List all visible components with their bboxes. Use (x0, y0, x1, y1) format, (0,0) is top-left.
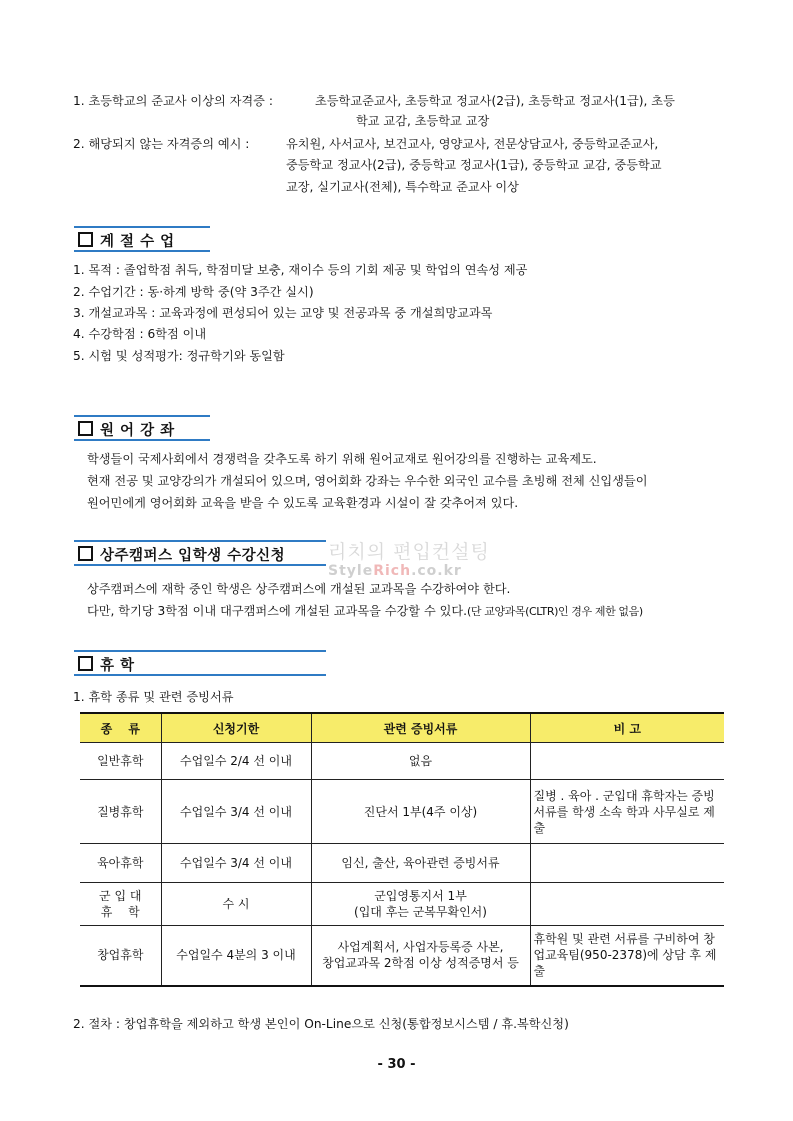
cell-type: 일반휴학 (80, 743, 161, 780)
english-line: 현재 전공 및 교양강의가 개설되어 있으며, 영어회화 강좌는 우수한 외국인 교수를 초빙해 전체 신입생들이 (87, 474, 648, 488)
checkbox-icon (78, 546, 93, 561)
cell-type: 질병휴학 (80, 780, 161, 844)
checkbox-icon (78, 232, 93, 247)
seasonal-item: 1. 목적 : 졸업학점 취득, 학점미달 보충, 재이수 등의 기회 제공 및 학업의 연속성 제공 (73, 263, 528, 277)
section-english-title: 원 어 강 좌 (100, 423, 175, 439)
cell-docs (311, 926, 530, 986)
cell-type: 육아휴학 (80, 844, 161, 883)
cell-type-line2: 휴 학 (100, 905, 140, 919)
cell-note (530, 743, 724, 780)
page-number: - 30 - (377, 1057, 416, 1072)
checkbox-icon (78, 656, 93, 671)
section-seasonal-title: 계 절 수 업 (100, 234, 175, 250)
qual-item2-label: 2. 해당되지 않는 자격증의 예시 : (73, 137, 250, 151)
table-row (80, 844, 724, 883)
cell-docs-line2: 창업교과목 2학점 이상 성적증명서 등 (322, 956, 519, 971)
qual-item2-line3: 교장, 실기교사(전체), 특수학교 준교사 이상 (286, 180, 519, 194)
sangju-line1: 상주캠퍼스에 재학 중인 학생은 상주캠퍼스에 개설된 교과목을 수강하여야 한다. (87, 582, 511, 596)
header-docs: 관련 증빙서류 (311, 713, 530, 743)
section-seasonal-header (74, 226, 210, 252)
cell-deadline: 수업일수 3/4 선 이내 (161, 844, 311, 883)
qual-item1-label: 1. 초등학교의 준교사 이상의 자격증 : (73, 94, 273, 108)
cell-type-line1: 군 입 대 (99, 889, 142, 903)
header-type: 종 류 (80, 713, 161, 743)
sangju-line2-main: 다만, 학기당 3학점 이내 대구캠퍼스에 개설된 교과목을 수강할 수 있다. (87, 604, 468, 618)
watermark-url (328, 563, 462, 579)
seasonal-item: 2. 수업기간 : 동·하계 방학 중(약 3주간 실시) (73, 285, 314, 299)
cell-docs: 진단서 1부(4주 이상) (311, 780, 530, 844)
cell-deadline: 수 시 (161, 883, 311, 926)
qual-item1-line1: 초등학교준교사, 초등학교 정교사(2급), 초등학교 정교사(1급), 초등 (315, 94, 675, 108)
header-deadline: 신청기한 (161, 713, 311, 743)
watermark-url-part: Rich (373, 563, 412, 579)
cell-note: 휴학원 및 관련 서류를 구비하여 창업교육팀(950-2378)에 상담 후 제출 (530, 926, 724, 986)
cell-docs-line2: (입대 후는 군복무확인서) (354, 905, 487, 919)
cell-note (530, 844, 724, 883)
table-row (80, 926, 724, 986)
english-line: 학생들이 국제사회에서 경쟁력을 갖추도록 하기 위해 원어교재로 원어강의를 진행하는 교육제도. (87, 452, 597, 466)
section-english-header (74, 415, 210, 441)
sangju-line2-note: (단 교양과목(CLTR)인 경우 제한 없음) (467, 605, 643, 618)
cell-deadline: 수업일수 3/4 선 이내 (161, 780, 311, 844)
header-note: 비 고 (530, 713, 724, 743)
table-row (80, 780, 724, 844)
checkbox-icon (78, 421, 93, 436)
section-leave-title: 휴 학 (100, 658, 135, 674)
cell-docs: 없음 (311, 743, 530, 780)
cell-deadline: 수업일수 2/4 선 이내 (161, 743, 311, 780)
table-header-row (80, 713, 724, 743)
cell-docs-line1: 군입영통지서 1부 (374, 889, 467, 903)
watermark-url-part: Style (328, 563, 374, 579)
cell-docs: 임신, 출산, 육아관련 증빙서류 (311, 844, 530, 883)
english-line: 원어민에게 영어회화 교육을 받을 수 있도록 교육환경과 시설이 잘 갖추어져 있다. (87, 496, 519, 510)
cell-type (80, 883, 161, 926)
watermark-text: 리치의 편입컨설팅 (328, 541, 490, 563)
table-row (80, 883, 724, 926)
qual-item2-line1: 유치원, 사서교사, 보건교사, 영양교사, 전문상담교사, 중등학교준교사, (286, 137, 659, 151)
sangju-line2 (87, 600, 643, 623)
cell-note: 질병 . 육아 . 군입대 휴학자는 증빙서류를 학생 소속 학과 사무실로 제출 (530, 780, 724, 844)
seasonal-item: 4. 수강학점 : 6학점 이내 (73, 327, 207, 341)
qual-item1-line2: 학교 교감, 초등학교 교장 (356, 114, 490, 128)
leave-procedure: 2. 절차 : 창업휴학을 제외하고 학생 본인이 On-Line으로 신청(통합정보시스템 / 휴.복학신청) (73, 1017, 569, 1031)
cell-note (530, 883, 724, 926)
seasonal-item: 5. 시험 및 성적평가: 정규학기와 동일함 (73, 349, 285, 363)
seasonal-item: 3. 개설교과목 : 교육과정에 편성되어 있는 교양 및 전공과목 중 개설희망교과목 (73, 306, 493, 320)
section-sangju-title: 상주캠퍼스 입학생 수강신청 (100, 548, 286, 564)
table-row (80, 743, 724, 780)
leave-table (80, 712, 724, 987)
section-sangju-header (74, 540, 326, 566)
leave-subtitle: 1. 휴학 종류 및 관련 증빙서류 (73, 690, 234, 704)
cell-deadline: 수업일수 4분의 3 이내 (161, 926, 311, 986)
section-leave-header (74, 650, 326, 676)
cell-type: 창업휴학 (80, 926, 161, 986)
watermark-url-part: .co.kr (411, 563, 462, 579)
cell-docs-line1: 사업계획서, 사업자등록증 사본, (337, 940, 504, 955)
cell-docs (311, 883, 530, 926)
qual-item2-line2: 중등학교 정교사(2급), 중등학교 정교사(1급), 중등학교 교감, 중등학교 (286, 158, 662, 172)
